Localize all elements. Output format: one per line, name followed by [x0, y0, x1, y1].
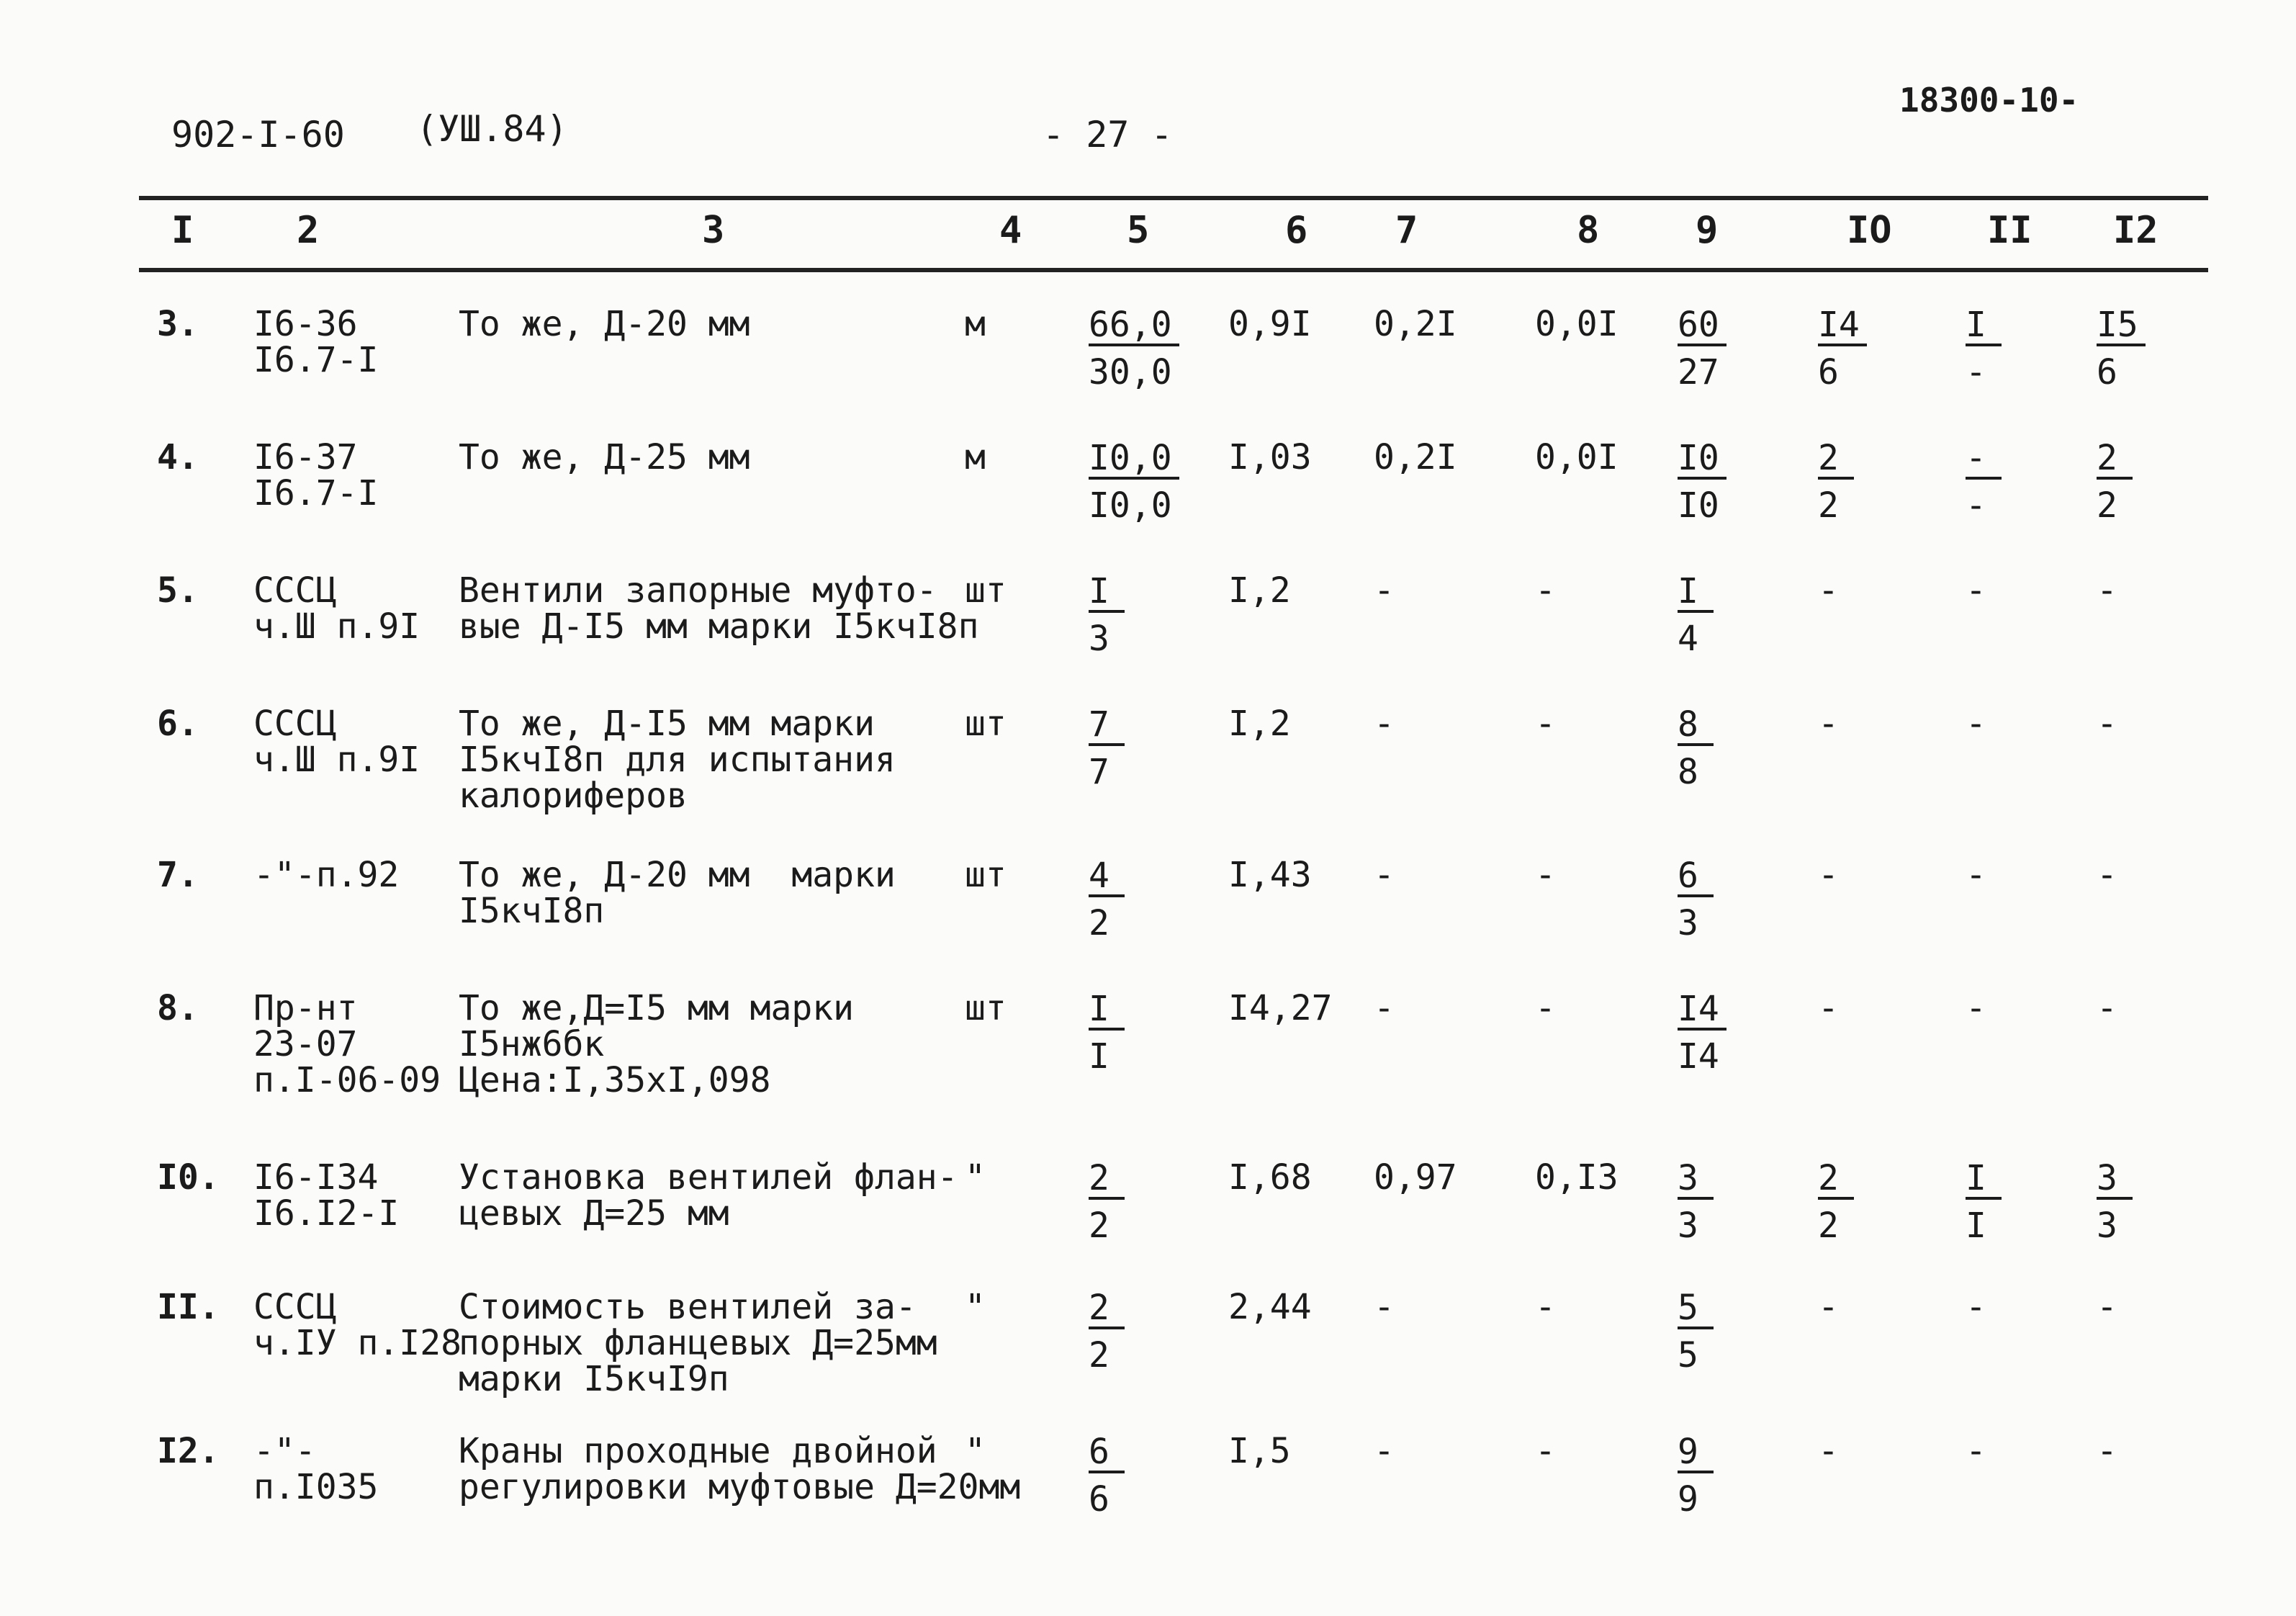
fraction-denominator: 6: [2097, 352, 2117, 392]
value-c8: -: [1535, 704, 1556, 744]
value-c6: I,68: [1228, 1157, 1312, 1198]
fraction-c5: [1089, 706, 1125, 791]
value-c10: -: [1818, 1431, 1839, 1471]
fraction-c5: [1089, 573, 1125, 657]
norm-code: СССЦ ч.Ш п.9I: [253, 704, 420, 780]
fraction-denominator: 5: [1678, 1335, 1698, 1375]
fraction-numerator: 2: [1818, 1159, 1854, 1200]
row-number: 3.: [157, 304, 199, 344]
column-header-6: 6: [1285, 209, 1308, 252]
table-top-rule: [139, 196, 2208, 200]
fraction-numerator: I5: [2097, 306, 2146, 346]
fraction-numerator: 6: [1678, 857, 1714, 897]
value-c7: 0,2I: [1374, 304, 1457, 344]
row-number: 5.: [157, 570, 199, 611]
value-c8: -: [1535, 1431, 1556, 1471]
fraction-denominator: 3: [1089, 619, 1109, 659]
value-c8: -: [1535, 1287, 1556, 1327]
fraction-numerator: 3: [1678, 1159, 1714, 1200]
archive-stamp: 18300-10-: [1899, 81, 2079, 120]
fraction-denominator: I0: [1678, 485, 1719, 526]
value-c6: I,2: [1228, 570, 1291, 611]
fraction-numerator: I: [1089, 990, 1125, 1031]
fraction-c9: [1678, 306, 1726, 391]
unit: шт: [965, 570, 1007, 611]
work-description: То же, Д-20 мм марки I5кчI8п: [459, 855, 896, 931]
row-number: 7.: [157, 855, 199, 895]
norm-code: I6-36 I6.7-I: [253, 304, 379, 380]
fraction-c12: [2097, 306, 2146, 391]
fraction-denominator: 2: [1089, 903, 1109, 943]
norm-code: -"- п.I035: [253, 1431, 379, 1507]
value-c12: -: [2097, 855, 2117, 895]
value-c6: 0,9I: [1228, 304, 1312, 344]
unit: ": [965, 1157, 986, 1198]
fraction-c10: [1818, 306, 1867, 391]
column-header-12: I2: [2113, 209, 2158, 252]
value-c12: -: [2097, 704, 2117, 744]
value-c11: -: [1966, 570, 1986, 611]
fraction-numerator: 60: [1678, 306, 1726, 346]
unit: ": [965, 1431, 986, 1471]
fraction-denominator: I0,0: [1089, 485, 1172, 526]
row-number: I0.: [157, 1157, 220, 1198]
fraction-numerator: 8: [1678, 706, 1714, 746]
unit: м: [965, 304, 986, 344]
fraction-numerator: I4: [1678, 990, 1726, 1031]
value-c10: -: [1818, 855, 1839, 895]
fraction-c10: [1818, 439, 1854, 524]
value-c7: -: [1374, 1431, 1395, 1471]
fraction-denominator: -: [1966, 352, 1986, 392]
fraction-c5: [1089, 306, 1179, 391]
fraction-denominator: -: [1966, 485, 1986, 526]
document-code: 902-I-60: [171, 114, 345, 156]
column-header-10: IO: [1847, 209, 1892, 252]
fraction-c5: [1089, 857, 1125, 942]
fraction-c11: [1966, 1159, 2002, 1244]
fraction-c10: [1818, 1159, 1854, 1244]
fraction-c5: [1089, 439, 1179, 524]
value-c6: I,03: [1228, 437, 1312, 477]
value-c8: 0,0I: [1535, 304, 1619, 344]
fraction-numerator: I0,0: [1089, 439, 1179, 480]
fraction-c12: [2097, 439, 2133, 524]
norm-code: Пр-нт 23-07 п.I-06-09: [253, 988, 441, 1100]
value-c6: I,43: [1228, 855, 1312, 895]
value-c10: -: [1818, 1287, 1839, 1327]
column-header-7: 7: [1395, 209, 1418, 252]
page-number: - 27 -: [1043, 114, 1173, 156]
row-number: 4.: [157, 437, 199, 477]
fraction-c9: [1678, 573, 1714, 657]
fraction-denominator: 8: [1678, 752, 1698, 792]
value-c8: 0,I3: [1535, 1157, 1619, 1198]
fraction-denominator: 7: [1089, 752, 1109, 792]
fraction-numerator: 9: [1678, 1433, 1714, 1473]
fraction-denominator: 3: [1678, 1206, 1698, 1246]
fraction-c9: [1678, 1433, 1714, 1518]
fraction-c11: [1966, 306, 2002, 391]
fraction-numerator: I: [1966, 306, 2002, 346]
fraction-denominator: 27: [1678, 352, 1719, 392]
norm-code: СССЦ ч.IУ п.I28: [253, 1287, 462, 1363]
fraction-numerator: 6: [1089, 1433, 1125, 1473]
fraction-denominator: 2: [2097, 485, 2117, 526]
fraction-c5: [1089, 1159, 1125, 1244]
value-c6: I,2: [1228, 704, 1291, 744]
unit: шт: [965, 988, 1007, 1028]
fraction-numerator: 7: [1089, 706, 1125, 746]
fraction-denominator: 2: [1818, 485, 1839, 526]
value-c10: -: [1818, 570, 1839, 611]
fraction-denominator: 6: [1089, 1479, 1109, 1520]
column-header-9: 9: [1696, 209, 1719, 252]
table-header-rule: [139, 268, 2208, 272]
value-c11: -: [1966, 1431, 1986, 1471]
value-c8: -: [1535, 855, 1556, 895]
unit: шт: [965, 704, 1007, 744]
column-header-1: I: [171, 209, 194, 252]
fraction-numerator: 2: [1089, 1289, 1125, 1329]
fraction-c9: [1678, 439, 1726, 524]
fraction-numerator: I0: [1678, 439, 1726, 480]
fraction-c9: [1678, 706, 1714, 791]
work-description: То же,Д=I5 мм марки I5нж6бк Цена:I,35хI,098: [459, 988, 855, 1100]
column-header-2: 2: [297, 209, 320, 252]
fraction-c9: [1678, 990, 1726, 1075]
value-c11: -: [1966, 855, 1986, 895]
column-header-11: II: [1987, 209, 2032, 252]
row-number: 6.: [157, 704, 199, 744]
value-c7: -: [1374, 1287, 1395, 1327]
value-c10: -: [1818, 988, 1839, 1028]
fraction-c5: [1089, 1433, 1125, 1518]
document-date: (УШ.84): [416, 108, 568, 150]
row-number: II.: [157, 1287, 220, 1327]
fraction-numerator: 2: [2097, 439, 2133, 480]
fraction-numerator: 3: [2097, 1159, 2133, 1200]
fraction-c12: [2097, 1159, 2133, 1244]
fraction-denominator: 2: [1818, 1206, 1839, 1246]
fraction-c9: [1678, 1159, 1714, 1244]
column-header-5: 5: [1127, 209, 1150, 252]
fraction-numerator: 66,0: [1089, 306, 1179, 346]
fraction-numerator: 2: [1818, 439, 1854, 480]
column-header-3: 3: [702, 209, 725, 252]
value-c8: -: [1535, 988, 1556, 1028]
fraction-c11: [1966, 439, 2002, 524]
work-description: То же, Д-20 мм: [459, 304, 750, 344]
fraction-c9: [1678, 857, 1714, 942]
value-c11: -: [1966, 704, 1986, 744]
fraction-denominator: 2: [1089, 1206, 1109, 1246]
work-description: Краны проходные двойной регулировки муфтовые Д=20мм: [459, 1431, 1021, 1507]
value-c6: I4,27: [1228, 988, 1333, 1028]
fraction-numerator: -: [1966, 439, 2002, 480]
fraction-numerator: I4: [1818, 306, 1867, 346]
value-c7: -: [1374, 855, 1395, 895]
fraction-numerator: 5: [1678, 1289, 1714, 1329]
fraction-denominator: 30,0: [1089, 352, 1172, 392]
value-c12: -: [2097, 1431, 2117, 1471]
value-c12: -: [2097, 570, 2117, 611]
fraction-denominator: I: [1966, 1206, 1986, 1246]
fraction-numerator: I: [1678, 573, 1714, 613]
value-c12: -: [2097, 1287, 2117, 1327]
fraction-denominator: 3: [1678, 903, 1698, 943]
value-c11: -: [1966, 1287, 1986, 1327]
work-description: Стоимость вентилей за- порных фланцевых Д=25мм марки I5кчI9п: [459, 1287, 937, 1399]
row-number: I2.: [157, 1431, 220, 1471]
unit: ": [965, 1287, 986, 1327]
value-c12: -: [2097, 988, 2117, 1028]
work-description: Вентили запорные муфто- вые Д-I5 мм марки I5кчI8п: [459, 570, 979, 647]
fraction-denominator: 9: [1678, 1479, 1698, 1520]
value-c11: -: [1966, 988, 1986, 1028]
value-c6: 2,44: [1228, 1287, 1312, 1327]
value-c7: 0,2I: [1374, 437, 1457, 477]
fraction-c5: [1089, 1289, 1125, 1374]
value-c7: -: [1374, 570, 1395, 611]
work-description: Установка вентилей флан- цевых Д=25 мм: [459, 1157, 958, 1234]
fraction-denominator: I4: [1678, 1036, 1719, 1077]
norm-code: I6-37 I6.7-I: [253, 437, 379, 513]
fraction-numerator: I: [1966, 1159, 2002, 1200]
norm-code: I6-I34 I6.I2-I: [253, 1157, 400, 1234]
fraction-c5: [1089, 990, 1125, 1075]
column-header-4: 4: [999, 209, 1022, 252]
value-c7: 0,97: [1374, 1157, 1457, 1198]
norm-code: СССЦ ч.Ш п.9I: [253, 570, 420, 647]
work-description: То же, Д-25 мм: [459, 437, 750, 477]
unit: м: [965, 437, 986, 477]
fraction-denominator: I: [1089, 1036, 1109, 1077]
value-c8: 0,0I: [1535, 437, 1619, 477]
fraction-denominator: 4: [1678, 619, 1698, 659]
value-c10: -: [1818, 704, 1839, 744]
fraction-numerator: 2: [1089, 1159, 1125, 1200]
fraction-denominator: 6: [1818, 352, 1839, 392]
unit: шт: [965, 855, 1007, 895]
fraction-denominator: 2: [1089, 1335, 1109, 1375]
value-c8: -: [1535, 570, 1556, 611]
value-c6: I,5: [1228, 1431, 1291, 1471]
fraction-numerator: I: [1089, 573, 1125, 613]
fraction-numerator: 4: [1089, 857, 1125, 897]
row-number: 8.: [157, 988, 199, 1028]
value-c7: -: [1374, 988, 1395, 1028]
column-header-8: 8: [1577, 209, 1600, 252]
work-description: То же, Д-I5 мм марки I5кчI8п для испытания калориферов: [459, 704, 896, 816]
fraction-c9: [1678, 1289, 1714, 1374]
norm-code: -"-п.92: [253, 855, 400, 895]
fraction-denominator: 3: [2097, 1206, 2117, 1246]
value-c7: -: [1374, 704, 1395, 744]
